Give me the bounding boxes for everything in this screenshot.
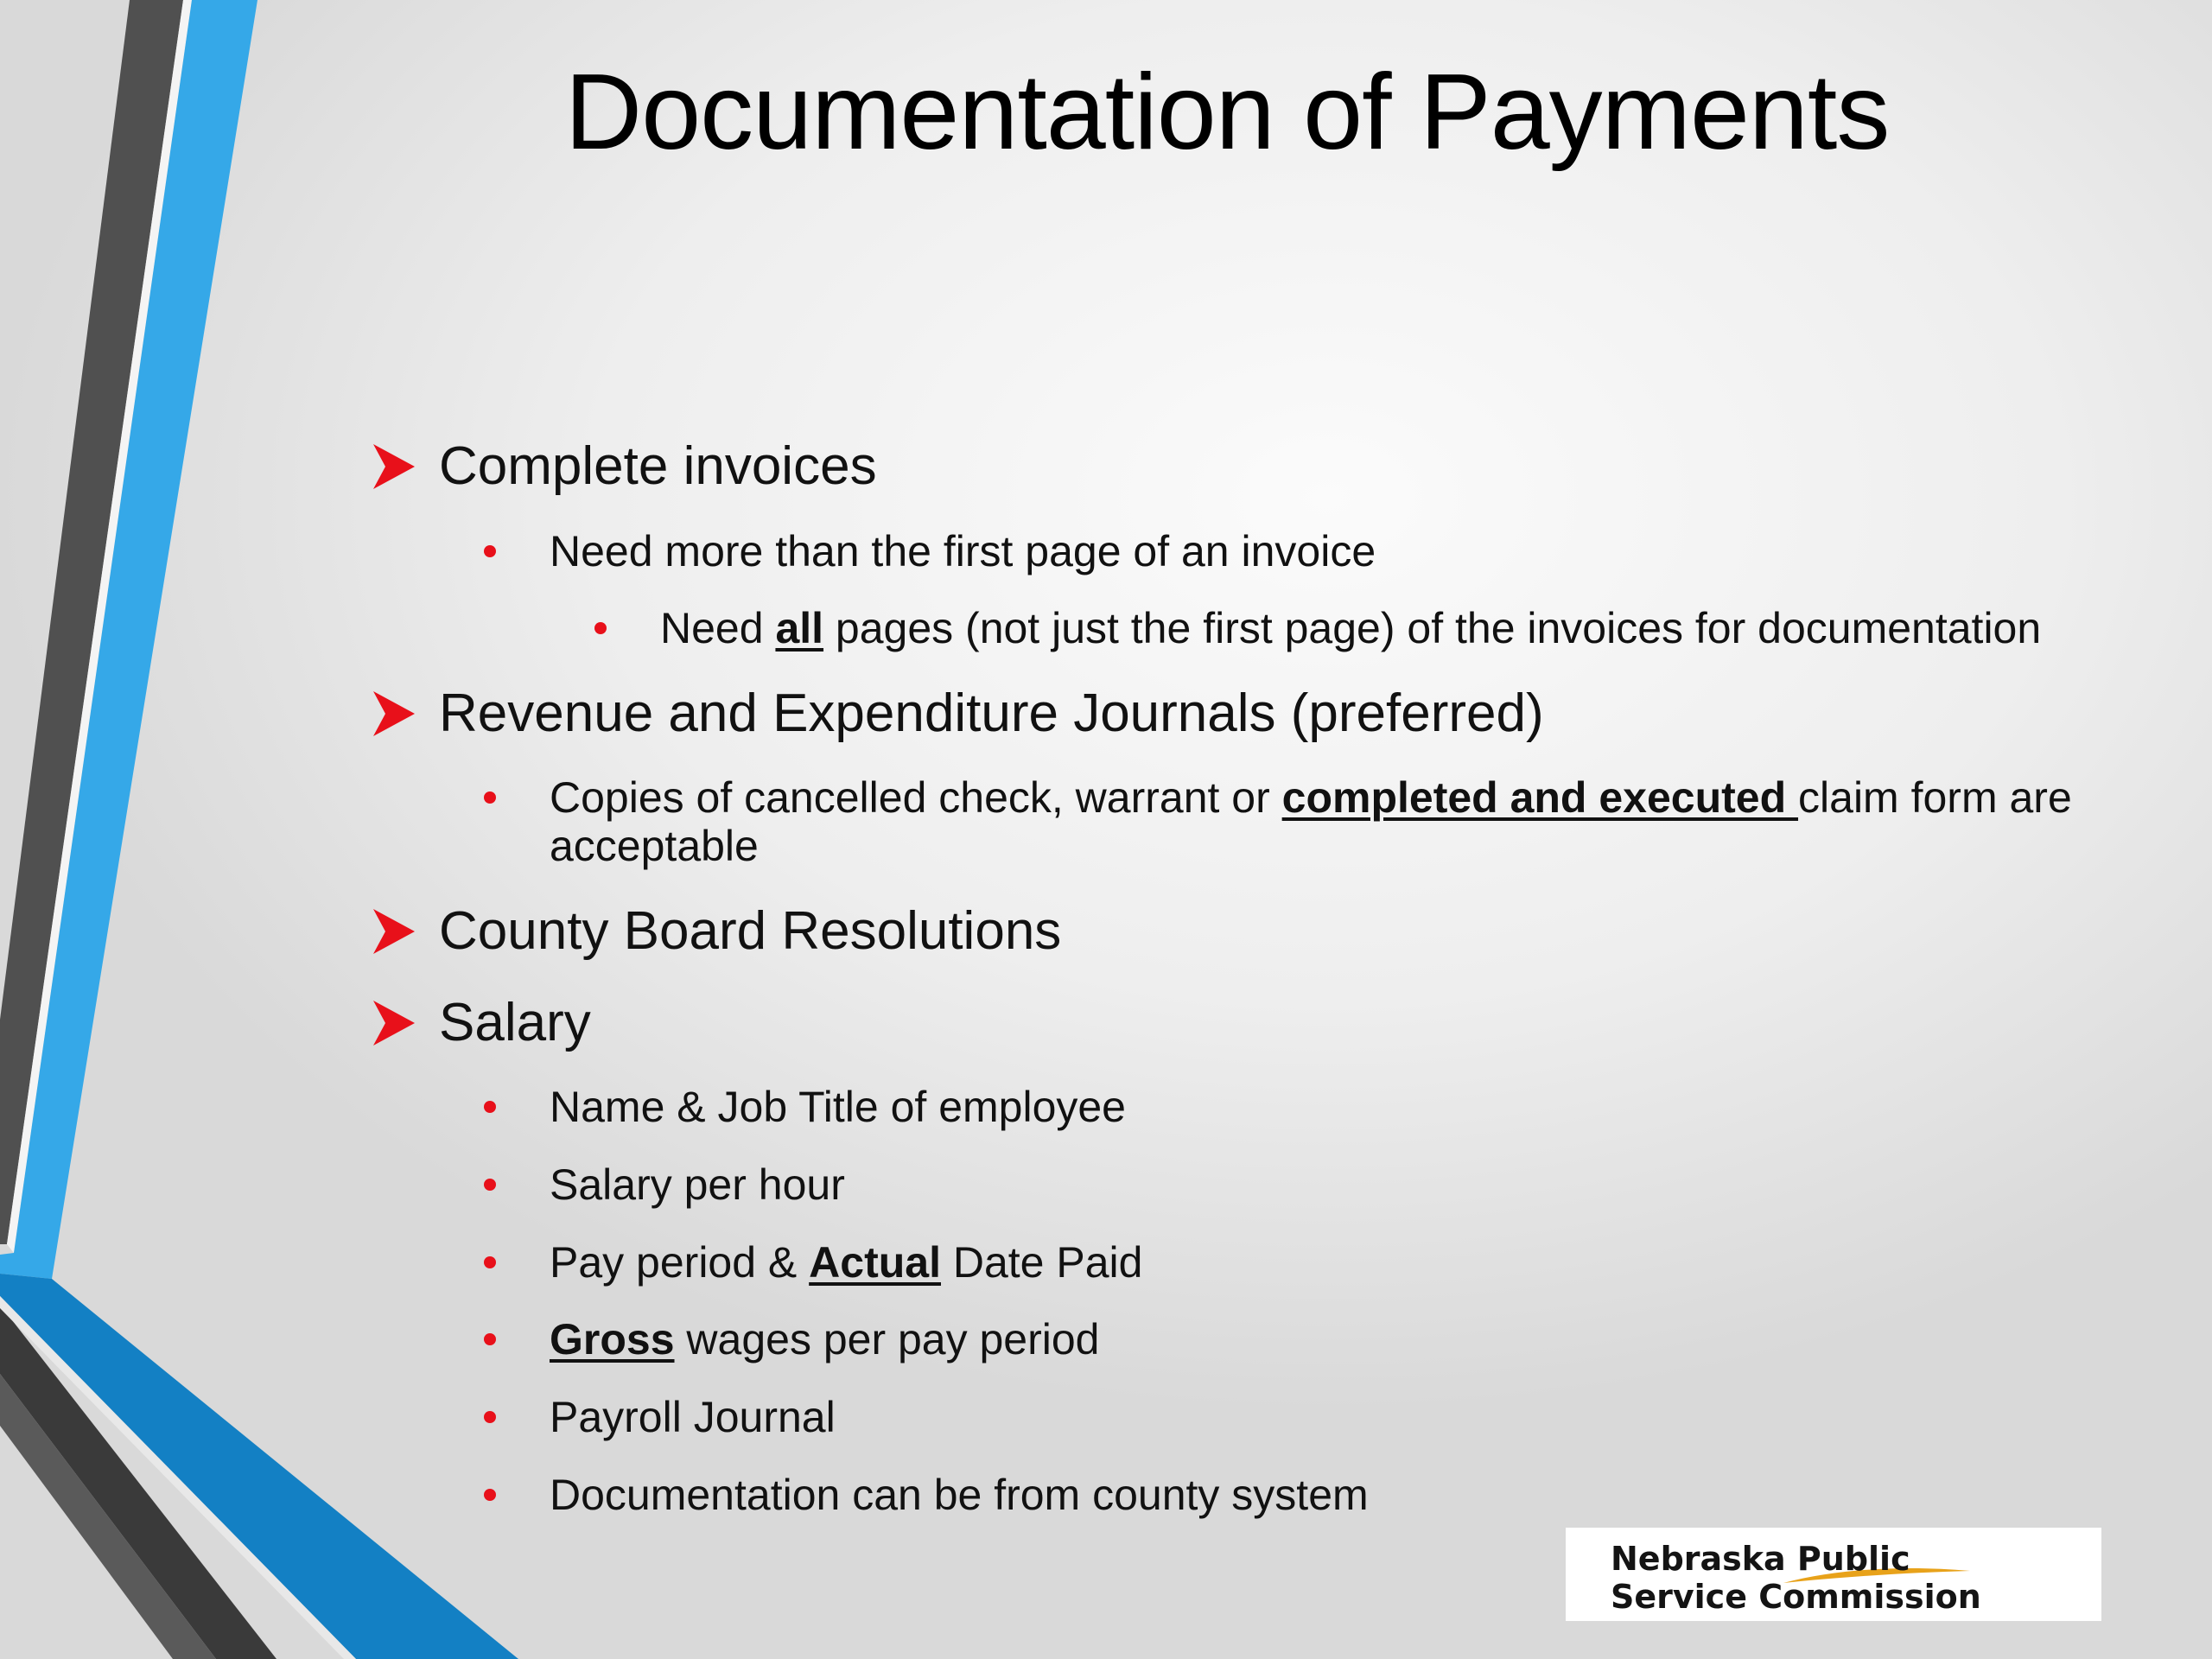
sub-bullet-salary-hour: Salary per hour: [550, 1160, 845, 1209]
red-dot-icon: [484, 1256, 496, 1268]
sub-bullet-first-page: Need more than the first page of an invoice: [550, 527, 1376, 575]
red-arrowhead-icon: [373, 444, 415, 489]
sub-bullet-payroll-journal: Payroll Journal: [550, 1393, 836, 1441]
bullet-revenue-journals: Revenue and Expenditure Journals (preferred): [439, 683, 1544, 743]
red-dot-icon: [484, 791, 496, 804]
red-arrowhead-icon: [373, 1001, 415, 1046]
red-dot-icon: [484, 1411, 496, 1423]
logo-line-2: Service Commission: [1611, 1578, 1981, 1616]
slide-title: Documentation of Payments: [564, 53, 1890, 172]
logo-line-1: Nebraska Public: [1611, 1540, 1910, 1578]
bullet-county-board: County Board Resolutions: [439, 901, 1062, 961]
sub-bullet-county-system: Documentation can be from county system: [550, 1471, 1369, 1519]
red-arrowhead-icon: [373, 691, 415, 736]
sub-bullet-gross-wages: Gross wages per pay period: [550, 1315, 1100, 1363]
sub-sub-bullet-all-pages: Need all pages (not just the first page) of the invoices for documentation: [660, 604, 2042, 652]
red-dot-icon: [484, 545, 496, 557]
sub-bullet-name-title: Name & Job Title of employee: [550, 1083, 1126, 1131]
bullet-complete-invoices: Complete invoices: [439, 436, 877, 496]
bullet-salary: Salary: [439, 993, 591, 1052]
red-dot-icon: [484, 1179, 496, 1191]
nebraska-psc-logo: [1566, 1528, 2101, 1621]
sub-bullet-cancelled-check: Copies of cancelled check, warrant or completed and executed claim form are acceptable: [550, 773, 2072, 870]
red-dot-icon: [484, 1333, 496, 1345]
red-arrowhead-icon: [373, 909, 415, 954]
red-dot-icon: [484, 1101, 496, 1113]
red-dot-icon: [594, 622, 607, 634]
sub-bullet-pay-period: Pay period & Actual Date Paid: [550, 1238, 1143, 1287]
red-dot-icon: [484, 1489, 496, 1501]
